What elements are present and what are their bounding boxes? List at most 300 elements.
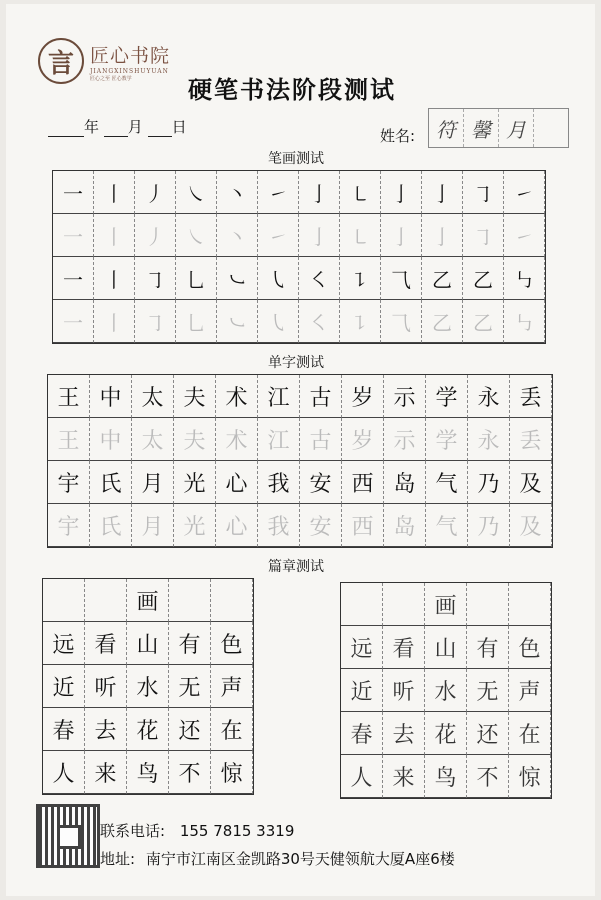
name-char-1: 符 [429,109,464,147]
single-trace-cell [48,418,90,461]
stroke-model-cell [94,257,135,300]
date-day: 日 [171,118,187,136]
single-trace-cell [132,504,174,547]
stroke-model-cell [258,171,299,214]
stroke-model-cell [299,171,340,214]
single-trace-cell [510,418,552,461]
stroke-model-cell-text: 丨 [104,267,124,292]
stroke-model-cell-text: ㇀ [268,181,288,206]
stroke-model-cell-text: 亅 [391,181,411,206]
single-trace-cell-text: 月 [141,514,164,540]
single-trace-cell-text: 氏 [99,514,122,540]
stroke-trace-cell [299,300,340,343]
single-model-cell [132,461,174,504]
single-trace-cell [468,504,510,547]
passage-char-cell-text: 还 [476,722,499,748]
single-trace-cell [384,418,426,461]
stroke-model-cell-text: ㇂ [268,267,288,292]
single-trace-cell-text: 江 [267,428,290,454]
stroke-trace-cell-text: 丿 [145,224,165,249]
passage-char-cell-text: 惊 [220,761,243,787]
passage-char-cell-text: 去 [94,718,117,744]
passage-char-cell-text: 有 [476,636,499,662]
single-trace-cell-text: 气 [435,514,458,540]
single-trace-cell-text: 丢 [519,428,542,454]
stroke-trace-cell-text: ㇆ [473,224,493,249]
stroke-trace-cell-text: 一 [63,224,83,249]
passage-char-cell [169,708,211,751]
passage-char-cell-text: 在 [518,722,541,748]
single-model-cell-text: 乃 [477,471,500,497]
address-label: 地址: [100,850,136,868]
name-box[interactable] [428,108,569,148]
logo-slogan: 匠心之至 匠心教学 [90,75,132,82]
stroke-model-cell [299,257,340,300]
stroke-model-cell [504,171,545,214]
stroke-trace-cell-text: ㇀ [268,224,288,249]
passage-char-cell-text: 不 [178,761,201,787]
stroke-trace-cell-text: 亅 [309,224,329,249]
single-trace-cell [468,418,510,461]
single-model-cell-text: 岛 [393,471,416,497]
passage-char-cell-text: 近 [350,679,373,705]
qr-code [36,804,100,868]
single-model-cell-text: 夫 [183,385,206,411]
passage-char-cell [467,626,509,669]
passage-char-cell-text: 去 [392,722,415,748]
passage-char-cell [425,669,467,712]
single-trace-cell-text: 夫 [183,428,206,454]
stroke-model-cell [217,171,258,214]
passage-char-cell [43,751,85,794]
single-model-cell-text: 西 [351,471,374,497]
stroke-model-cell [504,257,545,300]
date-month: 月 [127,118,143,136]
single-model-cell-text: 学 [435,385,458,411]
single-trace-cell-text: 光 [183,514,206,540]
single-trace-cell-text: 及 [519,514,542,540]
stroke-trace-cell [94,214,135,257]
passage-char-cell [43,708,85,751]
passage-char-cell [509,755,551,798]
passage-char-cell-text: 水 [434,679,457,705]
single-trace-cell [426,418,468,461]
single-trace-cell [384,504,426,547]
single-model-cell [468,375,510,418]
stroke-model-cell [422,171,463,214]
stroke-model-cell [176,257,217,300]
single-model-cell-text: 示 [393,385,416,411]
passage-char-cell [127,622,169,665]
stroke-model-cell-text: ㇆ [473,181,493,206]
date-year: 年 [84,118,100,136]
stroke-model-cell-text: 一 [63,267,83,292]
stroke-model-cell-text: ㇄ [350,181,370,206]
stroke-model-cell-text: ㇛ [309,267,329,292]
passage-char-cell [467,755,509,798]
passage-char-cell [425,712,467,755]
single-model-cell [174,375,216,418]
stroke-trace-cell-text: ㇛ [309,310,329,335]
passage-char-cell [383,712,425,755]
date-line [48,116,187,137]
passage-char-cell [383,669,425,712]
single-model-cell [258,461,300,504]
passage-char-cell [127,751,169,794]
single-trace-cell-text: 西 [351,514,374,540]
stroke-model-cell [340,257,381,300]
single-trace-cell-text: 学 [435,428,458,454]
passage-char-cell-text: 春 [350,722,373,748]
stroke-trace-cell-text: 丨 [104,224,124,249]
stroke-model-cell [53,257,94,300]
single-model-cell-text: 江 [267,385,290,411]
single-model-cell [258,375,300,418]
single-trace-cell [48,504,90,547]
stroke-trace-cell [135,300,176,343]
passage-empty-cell [211,579,253,622]
page-title: 硬笔书法阶段测试 [188,76,396,104]
logo-mark: 言 [38,38,84,84]
stroke-model-cell-text: 丶 [227,181,247,206]
passage-char-cell-text: 声 [220,675,243,701]
passage-char-cell [127,708,169,751]
section-single-title: 单字测试 [268,355,324,371]
single-trace-cell-text: 中 [99,428,122,454]
single-model-cell [216,375,258,418]
single-model-cell [48,375,90,418]
passage-char-cell [211,622,253,665]
single-trace-cell [90,418,132,461]
passage-empty-cell [467,583,509,626]
single-model-cell [300,375,342,418]
stroke-trace-cell [176,300,217,343]
passage-char-cell-text: 无 [476,679,499,705]
single-model-cell [426,461,468,504]
phone-label: 联系电话: [100,822,166,840]
stroke-trace-cell [463,300,504,343]
passage-char-cell [467,669,509,712]
passage-char-cell-text: 看 [392,636,415,662]
passage-char-cell [211,665,253,708]
stroke-trace-cell-text: ㇄ [350,224,370,249]
passage-char-cell-text: 声 [518,679,541,705]
stroke-trace-cell-text: ㇊ [350,310,370,335]
stroke-trace-cell [463,214,504,257]
passage-char-cell [169,665,211,708]
single-trace-cell [342,418,384,461]
passage-empty-cell [509,583,551,626]
section-passage-title: 篇章测试 [268,559,324,575]
stroke-trace-cell-text: 一 [63,310,83,335]
single-model-cell [426,375,468,418]
single-trace-cell [216,418,258,461]
stroke-trace-cell-text: 丨 [104,310,124,335]
passage-char-cell-text: 山 [434,636,457,662]
stroke-trace-cell-text: ㇃ [227,310,247,335]
single-trace-cell [174,418,216,461]
stroke-model-cell-text: ⺄ [391,267,411,292]
passage-char-cell [85,751,127,794]
stroke-trace-cell [422,300,463,343]
passage-empty-cell [85,579,127,622]
single-trace-cell-text: 术 [225,428,248,454]
passage-char-cell [169,622,211,665]
single-model-cell-text: 丢 [519,385,542,411]
passage-char-cell-text: 听 [392,679,415,705]
passage-char-cell [425,755,467,798]
stroke-model-cell [340,171,381,214]
single-model-cell-text: 王 [57,385,80,411]
address-text: 南宁市江南区金凯路30号天健领航大厦A座6楼 [145,850,455,868]
passage-char-cell [383,626,425,669]
passage-char-cell [85,708,127,751]
stroke-trace-cell [217,300,258,343]
passage-char-cell [169,751,211,794]
stroke-trace-cell [340,300,381,343]
single-model-cell [510,461,552,504]
stroke-model-cell [422,257,463,300]
passage-char-cell [341,755,383,798]
stroke-model-cell-text: 丿 [145,181,165,206]
single-model-cell [90,461,132,504]
single-model-cell [384,461,426,504]
stroke-trace-cell [504,300,545,343]
single-model-cell-text: 氏 [99,471,122,497]
section-strokes-title: 笔画测试 [268,151,324,167]
single-trace-cell-text: 心 [225,514,248,540]
stroke-trace-cell [135,214,176,257]
single-model-cell-text: 术 [225,385,248,411]
passage-char-cell [383,755,425,798]
single-trace-cell-text: 岛 [393,514,416,540]
stroke-model-cell-text: ㇀ [514,181,534,206]
single-model-cell-text: 岁 [351,385,374,411]
single-model-cell-text: 光 [183,471,206,497]
single-trace-cell-text: 示 [393,428,416,454]
passage-char-cell-text: 人 [350,765,373,791]
single-model-cell [174,461,216,504]
logo-name: 匠心书院 [90,44,171,67]
stroke-model-cell-text: ㇆ [145,267,165,292]
single-model-cell-text: 气 [435,471,458,497]
passage-char-cell-text: 人 [52,761,75,787]
stroke-trace-cell [381,214,422,257]
single-char-grid [47,374,553,548]
passage-char-cell-text: 在 [220,718,243,744]
single-model-cell [216,461,258,504]
single-model-cell-text: 及 [519,471,542,497]
single-model-cell [468,461,510,504]
passage-char-cell [341,669,383,712]
single-model-cell [384,375,426,418]
stroke-trace-cell-text: 丶 [227,224,247,249]
passage-char-cell-text: 春 [52,718,75,744]
stroke-model-cell-text: ㇊ [350,267,370,292]
passage-empty-cell [169,579,211,622]
passage-title-cell-text: 画 [434,593,457,619]
passage-practice-grid [340,582,552,799]
stroke-model-cell-text: 乚 [186,267,206,292]
passage-empty-cell [43,579,85,622]
stroke-trace-cell-text: 乙 [432,310,452,335]
single-trace-cell-text: 我 [267,514,290,540]
passage-char-cell [85,665,127,708]
passage-char-cell-text: 色 [518,636,541,662]
footer-address [100,848,455,869]
passage-char-cell-text: 鸟 [136,761,159,787]
stroke-trace-cell [504,214,545,257]
stroke-trace-cell-text: 亅 [391,224,411,249]
stroke-model-cell-text: 乙 [473,267,493,292]
stroke-model-cell-text: ㇉ [514,267,534,292]
passage-title-cell [425,583,467,626]
single-trace-cell [174,504,216,547]
name-empty-cell [534,109,568,147]
stroke-model-cell-text: 乙 [432,267,452,292]
single-trace-cell-text: 岁 [351,428,374,454]
single-trace-cell-text: 永 [477,428,500,454]
single-model-cell-text: 永 [477,385,500,411]
stroke-trace-cell-text: ⺄ [391,310,411,335]
passage-char-cell-text: 看 [94,632,117,658]
passage-char-cell-text: 鸟 [434,765,457,791]
stroke-model-cell [463,257,504,300]
stroke-model-cell-text: ㇏ [186,181,206,206]
stroke-trace-cell-text: ㇏ [186,224,206,249]
name-label: 姓名: [380,127,416,145]
passage-char-cell-text: 色 [220,632,243,658]
single-trace-cell [258,504,300,547]
single-model-cell [132,375,174,418]
single-trace-cell-text: 王 [57,428,80,454]
stroke-model-cell-text: 一 [63,181,83,206]
passage-char-cell [341,712,383,755]
single-trace-cell [342,504,384,547]
stroke-trace-cell [176,214,217,257]
stroke-trace-cell [258,300,299,343]
single-trace-cell [300,504,342,547]
stroke-trace-cell [53,300,94,343]
single-trace-cell-text: 安 [309,514,332,540]
passage-model-grid [42,578,254,795]
stroke-model-cell [217,257,258,300]
passage-char-cell [509,712,551,755]
passage-char-cell [509,669,551,712]
passage-char-cell-text: 来 [94,761,117,787]
single-trace-cell [426,504,468,547]
stroke-trace-cell-text: ㇉ [514,310,534,335]
stroke-trace-cell [299,214,340,257]
single-model-cell [342,461,384,504]
passage-char-cell-text: 惊 [518,765,541,791]
passage-char-cell-text: 山 [136,632,159,658]
single-trace-cell [300,418,342,461]
passage-char-cell [467,712,509,755]
passage-char-cell [43,665,85,708]
stroke-model-cell [135,257,176,300]
passage-char-cell [211,751,253,794]
logo [38,38,170,84]
single-model-cell [342,375,384,418]
single-trace-cell [216,504,258,547]
stroke-model-cell-text: ㇃ [227,267,247,292]
passage-char-cell-text: 还 [178,718,201,744]
stroke-trace-cell [422,214,463,257]
stroke-trace-cell-text: 乙 [473,310,493,335]
stroke-trace-cell [53,214,94,257]
stroke-trace-cell-text: 亅 [432,224,452,249]
passage-char-cell-text: 来 [392,765,415,791]
passage-char-cell-text: 水 [136,675,159,701]
stroke-model-cell-text: 亅 [432,181,452,206]
stroke-trace-cell-text: ㇂ [268,310,288,335]
stroke-trace-cell [217,214,258,257]
phone-number: 155 7815 3319 [179,822,295,840]
passage-char-cell-text: 不 [476,765,499,791]
passage-char-cell-text: 近 [52,675,75,701]
single-model-cell [90,375,132,418]
stroke-trace-cell [340,214,381,257]
passage-char-cell-text: 有 [178,632,201,658]
single-trace-cell-text: 古 [309,428,332,454]
stroke-model-cell [176,171,217,214]
name-char-2: 馨 [464,109,499,147]
stroke-model-cell-text: 丨 [104,181,124,206]
single-model-cell-text: 太 [141,385,164,411]
passage-char-cell-text: 远 [52,632,75,658]
single-model-cell-text: 古 [309,385,332,411]
stroke-trace-cell [381,300,422,343]
single-model-cell [300,461,342,504]
stroke-trace-cell-text: ㇆ [145,310,165,335]
stroke-model-cell [94,171,135,214]
passage-title-cell-text: 画 [136,589,159,615]
name-char-3: 月 [499,109,534,147]
single-model-cell [48,461,90,504]
passage-char-cell [509,626,551,669]
passage-char-cell [43,622,85,665]
passage-char-cell-text: 花 [136,718,159,744]
footer-phone [100,820,294,841]
passage-char-cell [425,626,467,669]
passage-char-cell-text: 远 [350,636,373,662]
single-model-cell-text: 心 [225,471,248,497]
stroke-model-cell [258,257,299,300]
passage-char-cell-text: 花 [434,722,457,748]
single-model-cell-text: 月 [141,471,164,497]
passage-char-cell [85,622,127,665]
stroke-trace-cell-text: ㇀ [514,224,534,249]
stroke-trace-cell [94,300,135,343]
stroke-model-cell [381,257,422,300]
stroke-model-cell [135,171,176,214]
stroke-model-cell [53,171,94,214]
single-model-cell-text: 中 [99,385,122,411]
single-trace-cell [132,418,174,461]
passage-char-cell [211,708,253,751]
stroke-model-cell-text: 亅 [309,181,329,206]
passage-title-cell [127,579,169,622]
single-trace-cell [510,504,552,547]
stroke-model-cell [463,171,504,214]
passage-char-cell [127,665,169,708]
stroke-trace-cell-text: 乚 [186,310,206,335]
stroke-model-cell [381,171,422,214]
single-trace-cell-text: 太 [141,428,164,454]
single-model-cell-text: 宇 [57,471,80,497]
single-trace-cell-text: 乃 [477,514,500,540]
